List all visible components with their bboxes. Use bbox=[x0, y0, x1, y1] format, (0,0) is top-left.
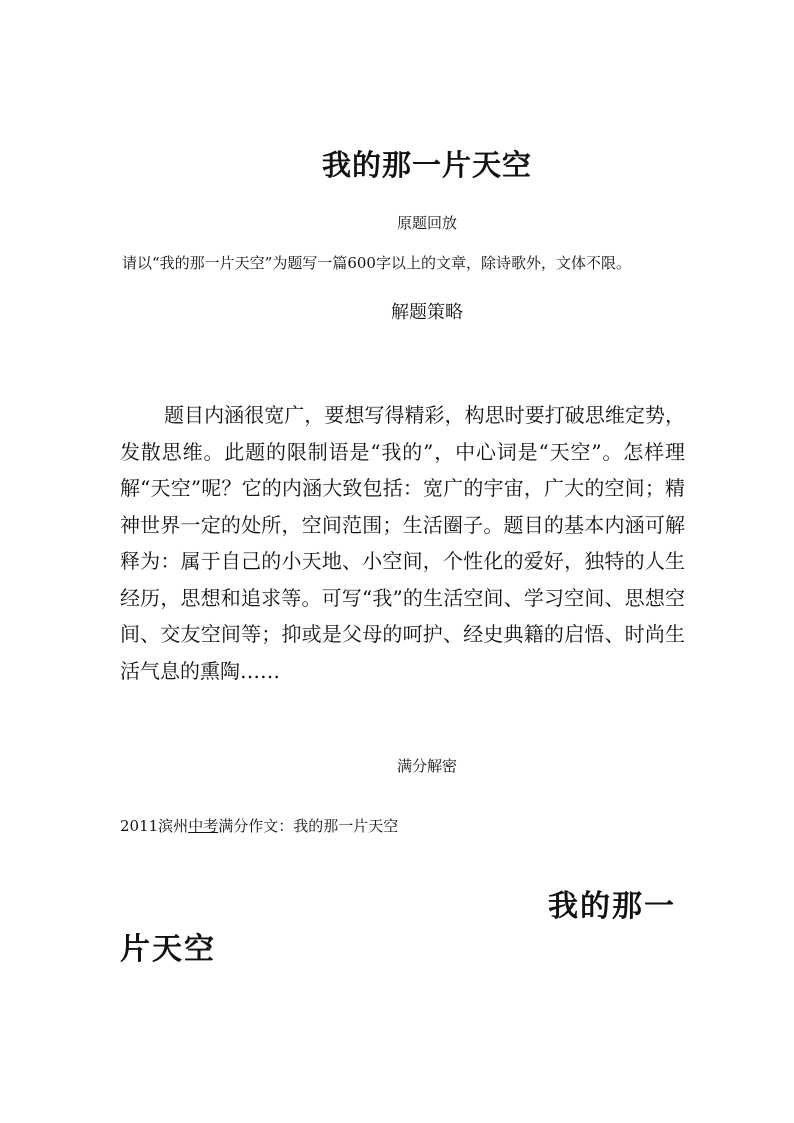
source-underlined-link[interactable]: 中考 bbox=[188, 817, 219, 835]
essay-source-line bbox=[120, 814, 398, 838]
essay-title-line-1: 我的那一 bbox=[548, 889, 676, 924]
section-heading-full-marks: 满分解密 bbox=[396, 757, 457, 775]
writing-prompt: 请以“我的那一片天空”为题写一篇600字以上的文章，除诗歌外，文体不限。 bbox=[122, 254, 631, 272]
document-title: 我的那一片天空 bbox=[321, 148, 532, 182]
strategy-paragraph: 题目内涵很宽广，要想写得精彩，构思时要打破思维定势，发散思维。此题的限制语是“我的”，中心词是“天空”。怎样理解“天空”呢？它的内涵大致包括：宽广的宇宙，广大的空间；精神世界一定的处所，空间范围；生活圈子。题目的基本内涵可解释为：属于自己的小天地、小空间，个性化的爱好，独特的人生经历，思想和追求等。可写“我”的生活空间、学习空间、思想空间、交友空间等；抑或是父母的呵护、经史典籍的启悟、时尚生活气息的熏陶…… bbox=[120, 403, 685, 683]
section-heading-strategy: 解题策略 bbox=[391, 302, 463, 323]
essay-title-line-2: 片天空 bbox=[120, 932, 216, 967]
source-suffix: 满分作文：我的那一片天空 bbox=[218, 817, 399, 835]
section-heading-original-question: 原题回放 bbox=[396, 214, 457, 232]
source-prefix: 2011滨州 bbox=[120, 817, 189, 835]
